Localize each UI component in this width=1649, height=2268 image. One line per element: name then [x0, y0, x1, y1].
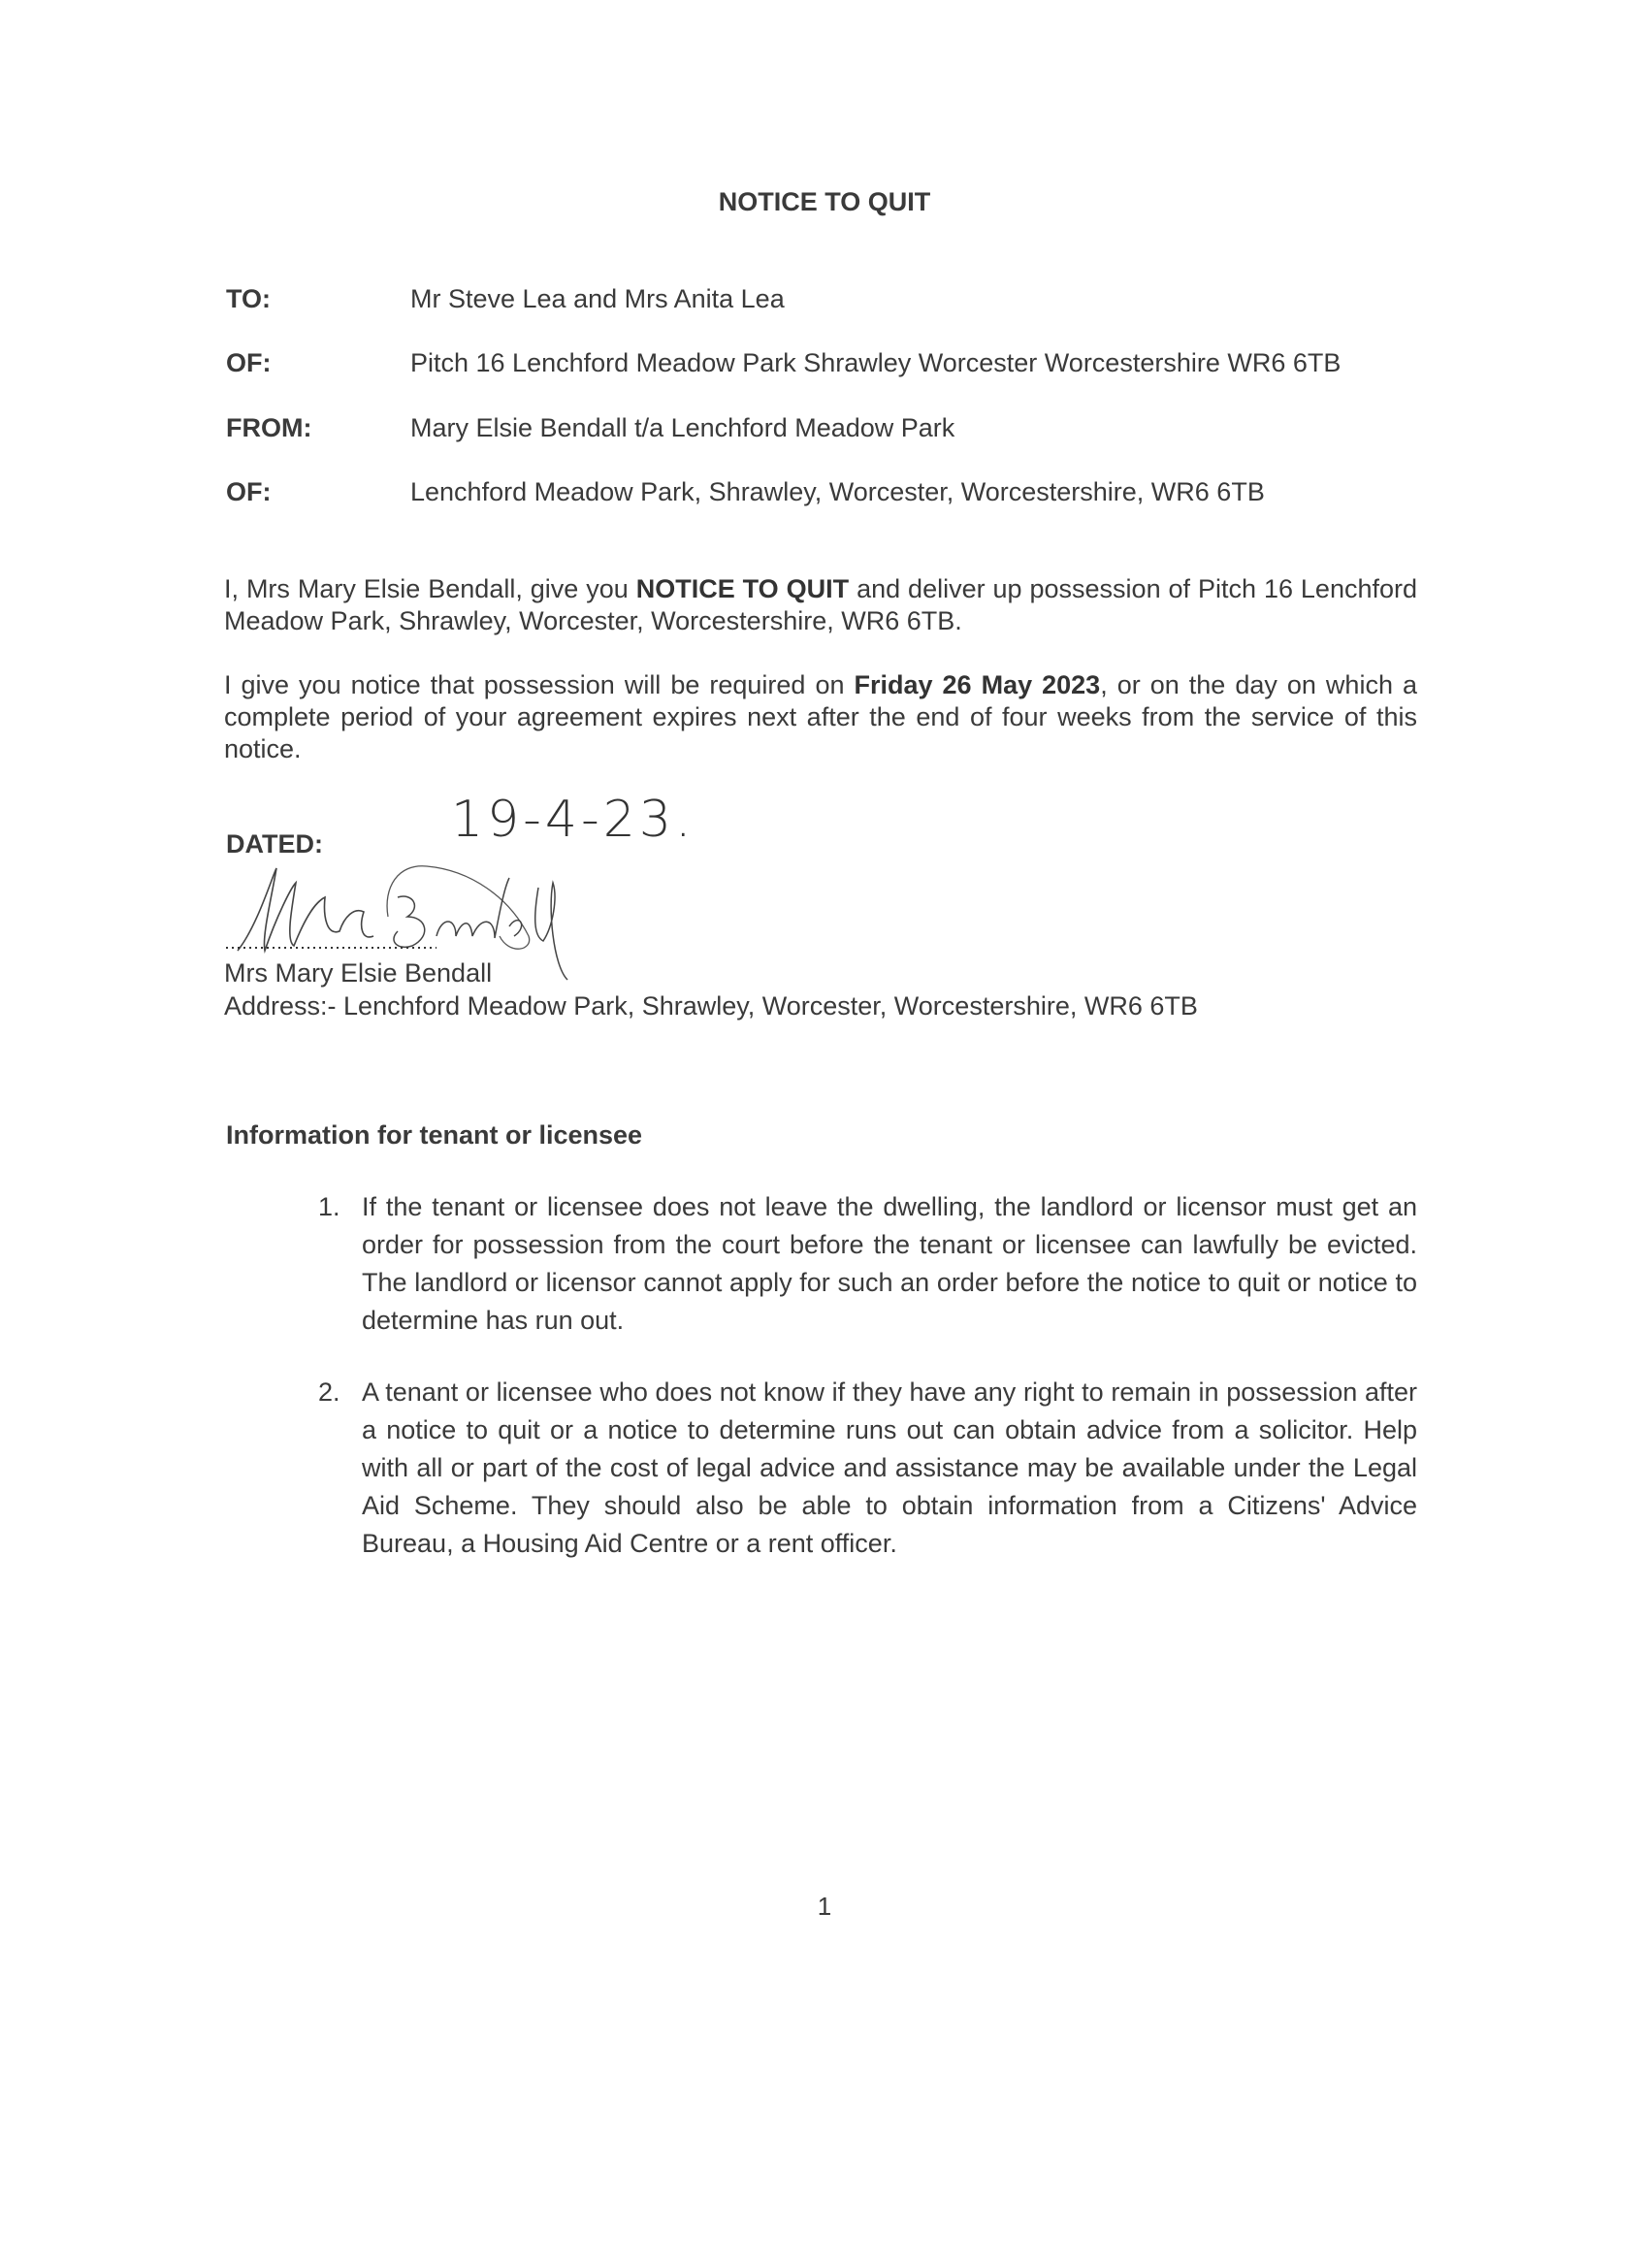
notice-paragraph	[224, 573, 1417, 637]
possession-date: Friday 26 May 2023	[854, 670, 1101, 699]
para1-text-end: and deliver up possession of Pitch 16 Lenchford Meadow Park, Shrawley, Worcester, Worcestershire, WR6 6TB.	[224, 574, 1418, 635]
signatory-name: Mrs Mary Elsie Bendall	[224, 958, 493, 988]
tenant-address-value: Pitch 16 Lenchford Meadow Park Shrawley Worcester Worcestershire WR6 6TB	[410, 348, 1342, 377]
list-item	[318, 1188, 1417, 1340]
info-list	[318, 1188, 1417, 1597]
info-heading: Information for tenant or licensee	[226, 1120, 643, 1150]
para1-bold: NOTICE TO QUIT	[635, 574, 850, 603]
page-number: 1	[817, 1892, 832, 1921]
to-label: TO:	[226, 284, 271, 313]
landlord-address-value: Lenchford Meadow Park, Shrawley, Worcester, Worcestershire, WR6 6TB	[410, 477, 1265, 506]
document-title: NOTICE TO QUIT	[718, 187, 931, 216]
from-value: Mary Elsie Bendall t/a Lenchford Meadow Park	[410, 413, 955, 442]
para2-text-end: , or on the day on which a complete period of your agreement expires next after the end of four weeks from the service of this notice.	[224, 670, 1417, 763]
handwritten-date: 19-4-23.	[451, 791, 695, 849]
signatory-address: Address:- Lenchford Meadow Park, Shrawley, Worcester, Worcestershire, WR6 6TB	[224, 991, 1198, 1021]
item-number: 2.	[318, 1377, 340, 1407]
landlord-address-label: OF:	[226, 477, 272, 506]
para1-text: I, Mrs Mary Elsie Bendall, give you	[224, 574, 636, 603]
to-value: Mr Steve Lea and Mrs Anita Lea	[410, 284, 785, 313]
item-number: 1.	[318, 1192, 340, 1221]
tenant-address-label: OF:	[226, 348, 272, 377]
item-text: A tenant or licensee who does not know if they have any right to remain in possession after a notice to quit or a notice to determine runs out can obtain advice from a solicitor. Help with all or part of the cost of legal advice and assistance may be available under the Legal Aid Scheme. They should also be able to obtain information from a Citizens' Advice Bureau, a Housing Aid Centre or a rent officer.	[362, 1377, 1417, 1558]
possession-date-paragraph	[224, 669, 1417, 765]
item-text: If the tenant or licensee does not leave the dwelling, the landlord or licensor must get an order for possession from the court before the tenant or licensee can lawfully be evicted. The landlord or licensor cannot apply for such an order before the notice to quit or notice to determine has run out.	[362, 1192, 1417, 1335]
from-label: FROM:	[226, 413, 312, 442]
dated-label: DATED:	[226, 829, 323, 859]
para2-text: I give you notice that possession will be required on	[224, 670, 855, 699]
list-item	[318, 1374, 1417, 1563]
